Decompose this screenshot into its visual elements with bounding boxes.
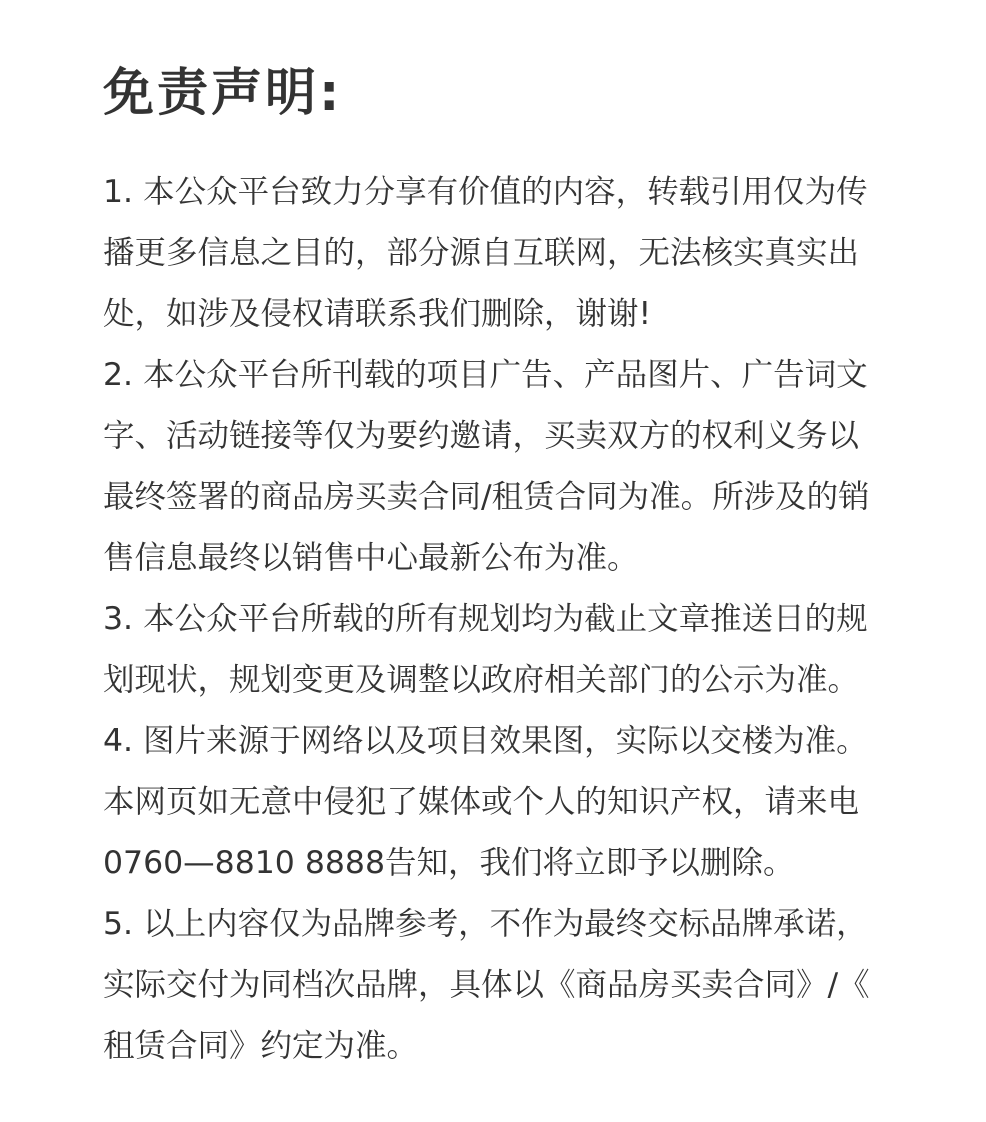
disclaimer-item-1: 1. 本公众平台致力分享有价值的内容，转载引用仅为传 播更多信息之目的，部分源自互联网，无法核实真实出 处，如涉及侵权请联系我们删除，谢谢! — [103, 174, 868, 332]
disclaimer-item-3: 3. 本公众平台所载的所有规划均为截止文章推送日的规 划现状，规划变更及调整以政府相关部门的公示为准。 — [103, 601, 868, 698]
disclaimer-section — [103, 62, 883, 1077]
disclaimer-title: 免责声明: — [103, 64, 343, 123]
disclaimer-item-2: 2. 本公众平台所刊载的项目广告、产品图片、广告词文 字、活动链接等仅为要约邀请，买卖双方的权利义务以 最终签署的商品房买卖合同/租赁合同为准。所涉及的销 售信息最终以销售中心最新公布为准。 — [103, 357, 870, 576]
disclaimer-item-5: 5. 以上内容仅为品牌参考，不作为最终交标品牌承诺， 实际交付为同档次品牌，具体以《商品房买卖合同》/《 租赁合同》约定为准。 — [103, 906, 870, 1064]
disclaimer-body — [103, 162, 883, 1077]
disclaimer-item-4: 4. 图片来源于网络以及项目效果图，实际以交楼为准。 本网页如无意中侵犯了媒体或个人的知识产权，请来电 0760—8810 8888告知，我们将立即予以删除。 — [103, 723, 868, 881]
